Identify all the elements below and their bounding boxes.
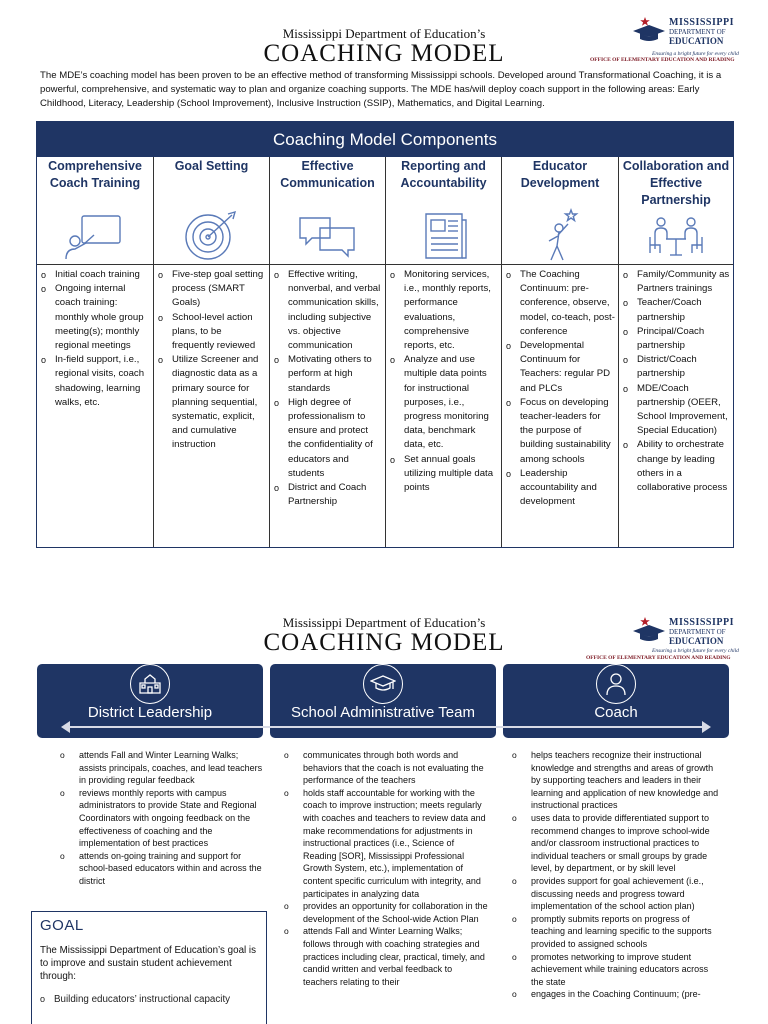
speech-bubbles-icon [296,212,360,260]
logo-tagline: Ensuring a bright future for every child [652,648,739,654]
logo-line2: DEPARTMENT OF [669,628,726,636]
component-column [619,157,733,547]
reaching-star-icon [535,208,585,264]
school-admin-list [284,749,488,988]
coach-list [512,749,722,1001]
list-item: o attends on-going training and support for school-based educators within and across the district [60,850,264,888]
list-item: o engages in the Coaching Continuum; (pre- [512,988,722,1001]
list-item: o High degree of professionalism to ensure and protect the confidentiality of educators and students [274,396,382,481]
person-icon [605,672,627,696]
list-item: o In-field support, i.e., regional visits, coach shadowing, learning walks, etc. [41,353,150,410]
role-label: School Administrative Team [291,704,475,721]
component-title: Collaboration and Effective Partnership [622,159,730,207]
intro-paragraph: The MDE’s coaching model has been proven to be an effective method of transforming Mississippi schools. Developed around Transformational Coaching, it is a powerful, comprehensive, and systematic way to plan and organize coaching supports. The MDE has/will deploy coach support in the following areas: Early Childhood, Literacy, Leadership (School Improvement), Inclusive Instruction (SSIP), Mathematics, and Digital Learning. [40,70,722,109]
goal-title: GOAL [40,917,84,934]
list-item: o School-level action plans, to be frequently reviewed [158,311,266,354]
list-item: o Principal/Coach partnership [623,325,730,353]
logo-line3: EDUCATION [669,36,724,46]
component-column [37,157,154,547]
mde-logo [586,617,739,661]
list-item: o Focus on developing teacher-leaders for the purpose of building sustainability among schools [506,396,615,467]
list-item: o Motivating others to perform at high standards [274,353,382,396]
components-band-title: Coaching Model Components [37,122,733,157]
logo-line2: DEPARTMENT OF [669,28,726,36]
list-item: o reviews monthly reports with campus administrators to provide State and Regional Coordinators with ongoing feedback on the effectiveness of coaching and the implementation of best practices [60,787,264,850]
list-item: o Initial coach training [41,268,150,282]
mortarboard-star-icon [632,617,666,643]
role-label: District Leadership [87,704,213,721]
mde-logo [590,17,739,63]
list-item: o provides an opportunity for collaboration in the development of the School-wide Action Plan [284,900,488,925]
arrow-right-icon [702,721,711,733]
header-title: COACHING MODEL [263,629,505,656]
component-column [502,157,619,547]
logo-line1: MISSISSIPPI [669,617,734,628]
header-subtitle: Mississippi Department of Education’s [282,615,486,630]
list-item: o Leadership accountability and development [506,467,615,510]
list-item: o attends Fall and Winter Learning Walks; follows through with coaching strategies and practices including clear, practical, timely, and candid written and verbal feedback to teachers relating to their [284,925,488,988]
role-label: Coach [594,704,638,721]
header-title: COACHING MODEL [263,40,505,67]
list-item: o Utilize Screener and diagnostic data as a primary source for planning sequential, systematic, explicit, and cumulative instruction [158,353,266,452]
arrow-left-icon [61,721,70,733]
list-item: o Building educators’ instructional capacity [40,993,258,1006]
list-item: o Family/Community as Partners trainings [623,268,730,296]
graduation-cap-icon [370,674,396,694]
header-subtitle: Mississippi Department of Education’s [282,26,486,41]
list-item: o Developmental Continuum for Teachers: regular PD and PLCs [506,339,615,396]
list-item: o holds staff accountable for working with the coach to improve instruction; meets regularly with coaches and teachers to review data and make recommendations for adjustments in instructional practices (i.e., Science of Reading [SOR], Mississippi Professional Growth System, etc.), implementation of content specific curriculum with integrity, and participates in analyzing data [284,787,488,900]
goal-box [31,911,267,1024]
goal-text: The Mississippi Department of Education’s goal is to improve and sustain student achievement through: [40,945,256,982]
list-item: o communicates through both words and behaviors that the coach is not evaluating the performance of the teachers [284,749,488,787]
component-title: Comprehensive Coach Training [48,159,142,190]
component-title: Goal Setting [174,159,249,173]
logo-office: OFFICE OF ELEMENTARY EDUCATION AND READING [590,57,735,63]
component-title: Effective Communication [280,159,375,190]
list-item: o Ongoing internal coach training: monthly whole group meeting(s); monthly regional meetings [41,282,150,353]
list-item: o uses data to provide differentiated support to recommend changes to improve school-wide and/or classroom instructional practices to individual teachers or small groups by grade level, by department, or by skill level [512,812,722,875]
logo-tagline: Ensuring a bright future for every child [652,51,739,57]
component-column [386,157,502,547]
district-leadership-list [60,749,264,888]
list-item: o District and Coach Partnership [274,481,382,509]
list-item: o Monitoring services, i.e., monthly reports, performance evaluations, comprehensive reports, etc. [390,268,498,353]
component-column [270,157,386,547]
list-item: o The Coaching Continuum: pre-conference, observe, model, co-teach, post-conference [506,268,615,339]
logo-line3: EDUCATION [669,636,724,646]
mortarboard-star-icon [632,17,666,43]
component-column [154,157,270,547]
component-title: Educator Development [520,159,600,190]
list-item: o promotes networking to improve student achievement while training educators across the state [512,951,722,989]
logo-office: OFFICE OF ELEMENTARY EDUCATION AND READING [586,655,731,661]
list-item: o Five-step goal setting process (SMART Goals) [158,268,266,311]
school-building-icon [138,673,162,695]
list-item: o Effective writing, nonverbal, and verbal communication skills, including subjective vs. objective communication [274,268,382,353]
list-item: o promptly submits reports on progress of teaching and learning specific to the supports provided to assigned schools [512,913,722,951]
list-item: o MDE/Coach partnership (OEER, School Improvement, Special Education) [623,382,730,439]
double-arrow-line [66,726,706,728]
list-item: o helps teachers recognize their instructional knowledge and strengths and areas of growth by supporting teachers and leaders in their learning and application of new knowledge and instructional practices [512,749,722,812]
teacher-board-icon [60,211,130,261]
target-icon [180,210,244,262]
component-title: Reporting and Accountability [400,159,487,190]
logo-line1: MISSISSIPPI [669,17,734,28]
newspaper-icon [418,210,470,262]
list-item: o Ability to orchestrate change by leading others in a collaborative process [623,438,730,495]
meeting-table-icon [646,213,706,259]
list-item: o District/Coach partnership [623,353,730,381]
list-item: o provides support for goal achievement (i.e., discussing needs and progress toward implementation of the school action plan) [512,875,722,913]
list-item: o Set annual goals utilizing multiple data points [390,453,498,496]
components-table [36,121,734,548]
list-item: o Teacher/Coach partnership [623,296,730,324]
list-item: o attends Fall and Winter Learning Walks; assists principals, coaches, and lead teachers in providing regular feedback [60,749,264,787]
list-item: o Analyze and use multiple data points for instructional purposes, i.e., progress monitoring data, benchmark data, etc. [390,353,498,452]
